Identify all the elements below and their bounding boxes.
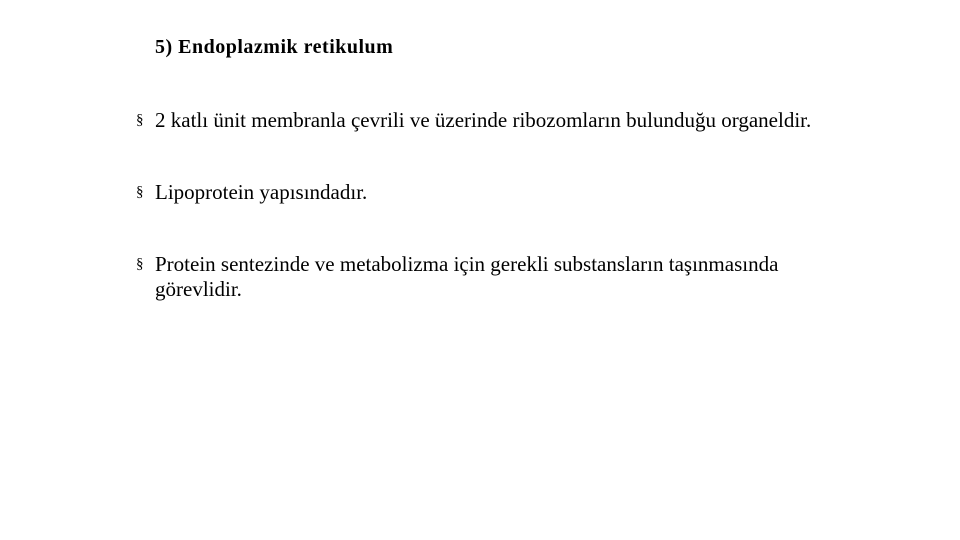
bullet-item-2 xyxy=(136,180,836,205)
bullet-text: Lipoprotein yapısındadır. xyxy=(155,180,368,204)
bullet-list xyxy=(136,108,836,302)
bullet-marker-icon: § xyxy=(136,256,144,272)
bullet-item-3 xyxy=(136,252,836,302)
bullet-marker-icon: § xyxy=(136,112,144,128)
slide-title: 5) Endoplazmik retikulum xyxy=(155,36,394,58)
bullet-item-1 xyxy=(136,108,836,133)
bullet-marker-icon: § xyxy=(136,184,144,200)
bullet-text: 2 katlı ünit membranla çevrili ve üzerinde ribozomların bulunduğu organeldir. xyxy=(155,108,812,132)
bullet-text: Protein sentezinde ve metabolizma için gerekli substansların taşınmasında görevlidir. xyxy=(155,252,779,301)
